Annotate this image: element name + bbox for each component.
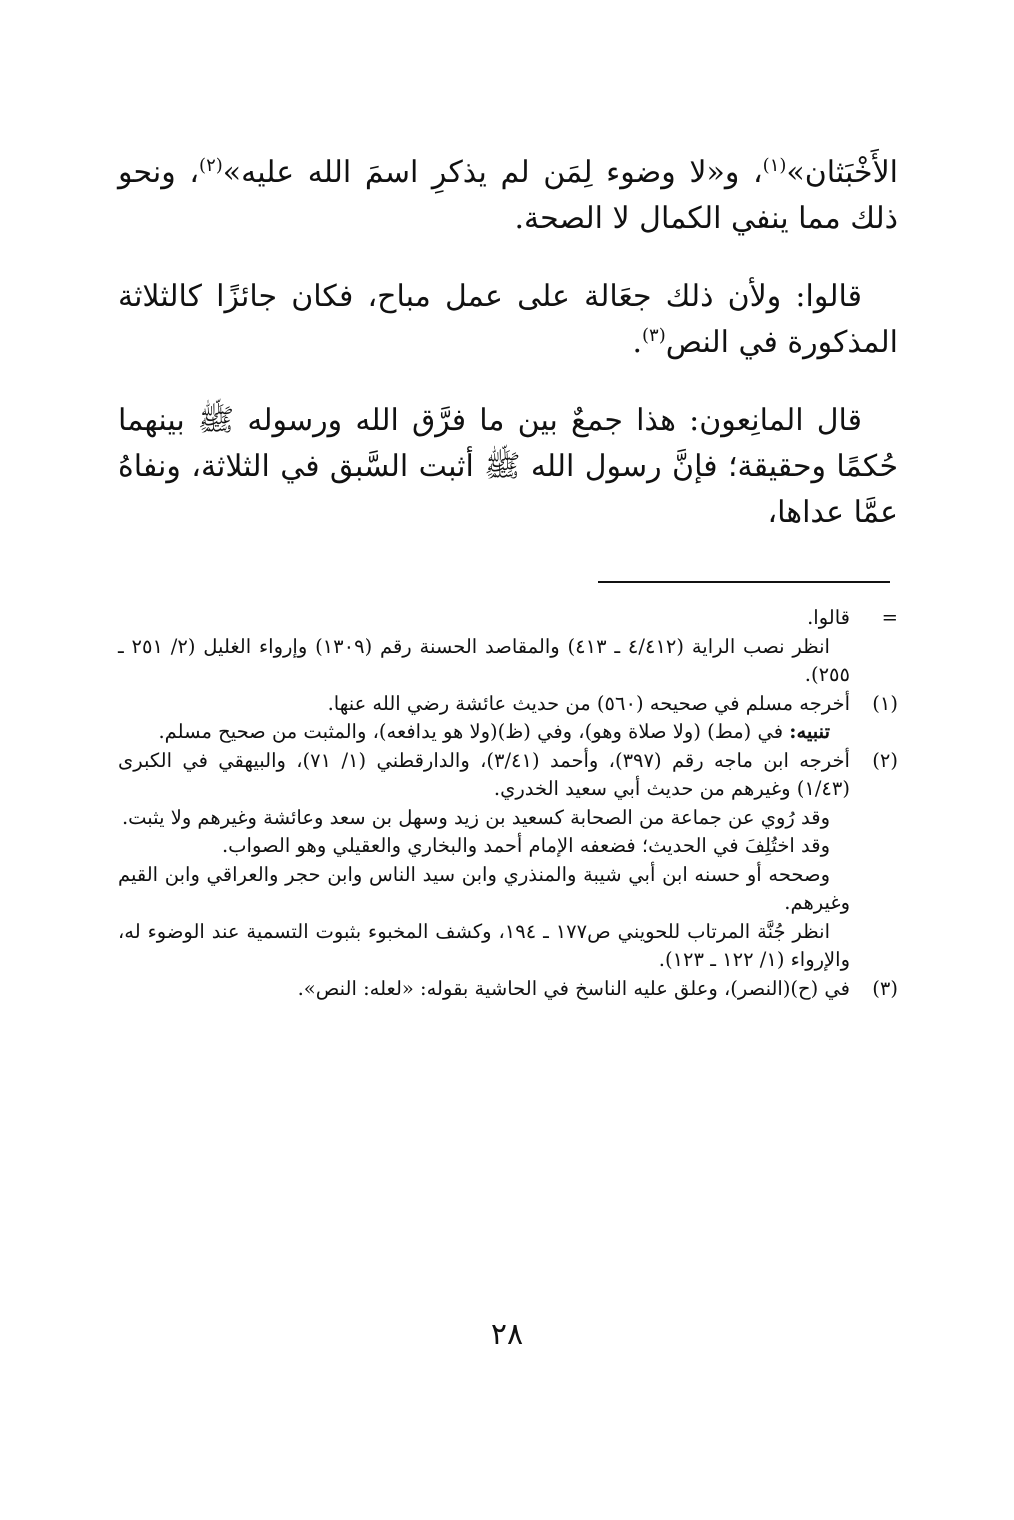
text-run: ، ونحو ذلك مما ينفي الكمال لا الصحة. bbox=[118, 155, 898, 236]
note-label: تنبيه: bbox=[789, 720, 830, 743]
text-run: الأَخْبَثان» bbox=[786, 155, 899, 190]
footnote-3 bbox=[118, 975, 898, 1004]
footnote-line: انظر نصب الراية (٤/٤١٢ ـ ٤١٣) والمقاصد الحسنة رقم (١٣٠٩) وإرواء الغليل (٢/ ٢٥١ ـ ٢٥٥). bbox=[118, 634, 850, 686]
footnote-1 bbox=[118, 690, 898, 747]
footnote-number: (٢) bbox=[872, 748, 898, 772]
text-run: ، و«لا وضوء لِمَن لم يذكرِ اسمَ الله عليه» bbox=[222, 155, 763, 190]
footnote-separator bbox=[598, 581, 890, 583]
footnote-line: قالوا. bbox=[807, 606, 850, 629]
text-run: قالوا: ولأن ذلك جعَالة على عمل مباح، فكان جائزًا كالثلاثة المذكورة في النص bbox=[118, 279, 898, 360]
footnote-line: وقد اختُلِفَ في الحديث؛ فضعفه الإمام أحمد والبخاري والعقيلي وهو الصواب. bbox=[221, 834, 830, 857]
footnotes bbox=[118, 604, 898, 1003]
footnote-text: في (مط) (ولا صلاة وهو)، وفي (ظ)(ولا هو يدافعه)، والمثبت من صحيح مسلم. bbox=[158, 720, 784, 743]
paragraph-1 bbox=[118, 150, 898, 242]
footnote-line bbox=[118, 718, 850, 747]
footnote-line: وقد رُوي عن جماعة من الصحابة كسعيد بن زيد وسهل بن سعد وعائشة وغيرهم ولا يثبت. bbox=[121, 805, 830, 829]
paragraph-2 bbox=[118, 274, 898, 366]
footnote-ref-1[interactable]: (١) bbox=[762, 155, 787, 176]
footnote-line: أخرجه مسلم في صحيحه (٥٦٠) من حديث عائشة رضي الله عنها. bbox=[327, 691, 850, 715]
footnote-ref-3[interactable]: (٣) bbox=[642, 325, 666, 346]
page-number: ٢٨ bbox=[490, 1317, 524, 1352]
footnote-line: انظر جُنَّة المرتاب للحويني ص١٧٧ ـ ١٩٤، وكشف المخبوء بثبوت التسمية عند الوضوء له، والإرواء (١/ ١٢٢ ـ ١٢٣). bbox=[118, 919, 850, 971]
footnote-2 bbox=[118, 747, 898, 975]
text-run: . bbox=[632, 325, 642, 360]
continuation-mark: = bbox=[881, 606, 898, 629]
footnote-ref-2[interactable]: (٢) bbox=[199, 155, 223, 176]
footnote-continuation bbox=[118, 604, 898, 690]
main-text bbox=[118, 150, 898, 568]
footnote-line: في (ح)(النصر)، وعلق عليه الناسخ في الحاشية بقوله: «لعله: النص». bbox=[297, 976, 850, 1000]
footnote-line: وصححه أو حسنه ابن أبي شيبة والمنذري وابن سيد الناس وابن حجر والعراقي وابن القيم وغيرهم. bbox=[118, 862, 850, 914]
paragraph-3: قال المانِعون: هذا جمعٌ بين ما فرَّق الله ورسوله ﷺ بينهما حُكمًا وحقيقة؛ فإنَّ رسول الله ﷺ أثبت السَّبق في الثلاثة، ونفاهُ عمَّا عداها، bbox=[118, 403, 898, 530]
footnote-number: (١) bbox=[872, 691, 898, 715]
footnote-number: (٣) bbox=[872, 976, 898, 1000]
footnote-line: أخرجه ابن ماجه رقم (٣٩٧)، وأحمد (٣/٤١)، والدارقطني (١/ ٧١)، والبيهقي في الكبرى (١/٤٣) وغيرهم من حديث أبي سعيد الخدري. bbox=[118, 748, 850, 800]
